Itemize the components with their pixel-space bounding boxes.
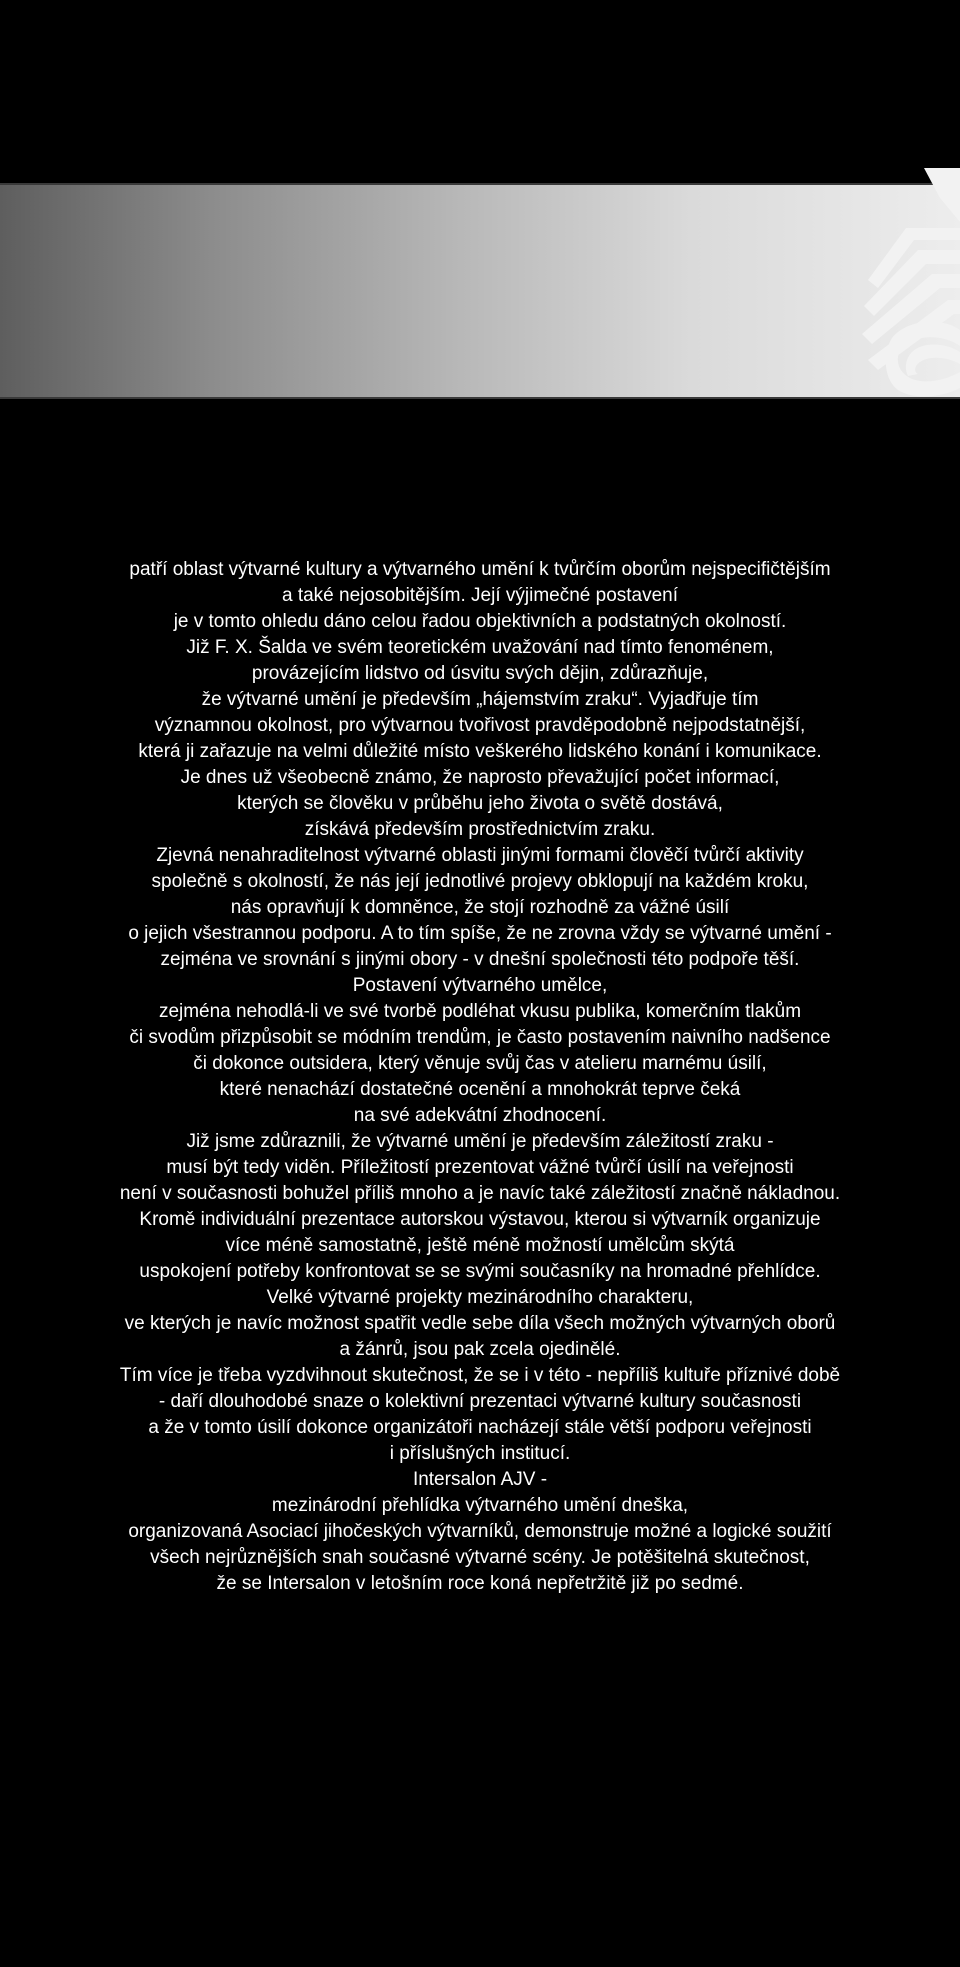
text-line: Je dnes už všeobecně známo, že naprosto převažující počet informací, xyxy=(180,767,780,788)
text-line: kterých se člověku v průběhu jeho života o světě dostává, xyxy=(237,793,723,814)
text-line: na své adekvátní zhodnocení. xyxy=(353,1105,607,1126)
text-line: mezinárodní přehlídka výtvarného umění dneška, xyxy=(271,1495,689,1516)
text-line: provázejícím lidstvo od úsvitu svých dějin, zdůrazňuje, xyxy=(251,663,709,684)
text-line: není v současnosti bohužel příliš mnoho a je navíc také záležitostí značně nákladnou. xyxy=(119,1183,841,1204)
text-line: nás opravňují k domněnce, že stojí rozhodně za vážné úsilí xyxy=(230,897,730,918)
text-line: ve kterých je navíc možnost spatřit vedle sebe díla všech možných výtvarných oborů xyxy=(124,1313,836,1334)
text-line: i příslušných institucí. xyxy=(389,1443,571,1464)
ajv-logo-graphic xyxy=(848,168,960,400)
text-line: Tím více je třeba vyzdvihnout skutečnost, že se i v této - nepříliš kultuře příznivé době xyxy=(119,1365,841,1386)
text-line: organizovaná Asociací jihočeských výtvarníků, demonstruje možné a logické soužití xyxy=(128,1521,832,1542)
ajv-logo-icon xyxy=(848,168,960,400)
text-line: či dokonce outsidera, který věnuje svůj čas v atelieru marnému úsilí, xyxy=(193,1053,767,1074)
text-line: musí být tedy viděn. Příležitostí prezentovat vážné tvůrčí úsilí na veřejnosti xyxy=(166,1157,794,1178)
text-line: že se Intersalon v letošním roce koná nepřetržitě již po sedmé. xyxy=(216,1573,744,1594)
text-line: je v tomto ohledu dáno celou řadou objektivních a podstatných okolností. xyxy=(173,611,787,632)
text-line: Postavení výtvarného umělce, xyxy=(352,975,608,996)
text-line: - daří dlouhodobé snaze o kolektivní prezentaci výtvarné kultury současnosti xyxy=(158,1391,802,1412)
banner-top-edge xyxy=(0,183,960,185)
text-line: Již F. X. Šalda ve svém teoretickém uvažování nad tímto fenoménem, xyxy=(186,637,774,658)
text-line: patří oblast výtvarné kultury a výtvarného umění k tvůrčím oborům nejspecifičtějším xyxy=(129,559,831,580)
text-line: Již jsme zdůraznili, že výtvarné umění je především záležitostí zraku - xyxy=(186,1131,774,1152)
text-line: které nenachází dostatečné ocenění a mnohokrát teprve čeká xyxy=(219,1079,741,1100)
text-line: Velké výtvarné projekty mezinárodního charakteru, xyxy=(266,1287,694,1308)
text-line: a také nejosobitějším. Její výjimečné postavení xyxy=(281,585,679,606)
text-line: o jejich všestrannou podporu. A to tím spíše, že ne zrovna vždy se výtvarné umění - xyxy=(128,923,832,944)
text-line: a žánrů, jsou pak zcela ojedinělé. xyxy=(339,1339,621,1360)
text-line: více méně samostatně, ještě méně možností umělcům skýtá xyxy=(225,1235,735,1256)
text-line: významnou okolnost, pro výtvarnou tvořivost pravděpodobně nejpodstatnější, xyxy=(154,715,806,736)
text-line: zejména nehodlá-li ve své tvorbě podléhat vkusu publika, komerčním tlakům xyxy=(158,1001,802,1022)
text-line: která ji zařazuje na velmi důležité místo veškerého lidského konání i komunikace. xyxy=(138,741,822,762)
text-line: společně s okolností, že nás její jednotlivé projevy obklopují na každém kroku, xyxy=(151,871,809,892)
text-line: získává především prostřednictvím zraku. xyxy=(304,819,656,840)
text-line: všech nejrůznějších snah současné výtvarné scény. Je potěšitelná skutečnost, xyxy=(150,1547,810,1568)
text-line: a že v tomto úsilí dokonce organizátoři nacházejí stále větší podporu veřejnosti xyxy=(148,1417,812,1438)
text-line: zejména ve srovnání s jinými obory - v dnešní společnosti této podpoře těší. xyxy=(160,949,800,970)
text-line: Kromě individuální prezentace autorskou výstavou, kterou si výtvarník organizuje xyxy=(139,1209,821,1230)
header-banner xyxy=(0,183,960,399)
text-line: že výtvarné umění je především „hájemstvím zraku“. Vyjadřuje tím xyxy=(201,689,759,710)
banner-bottom-edge xyxy=(0,397,960,399)
text-line: Intersalon AJV - xyxy=(412,1469,548,1490)
main-text xyxy=(40,557,920,1597)
text-line: či svodům přizpůsobit se módním trendům, je často postavením naivního nadšence xyxy=(129,1027,831,1048)
text-line: Zjevná nenahraditelnost výtvarné oblasti jinými formami člověčí tvůrčí aktivity xyxy=(156,845,804,866)
text-line: uspokojení potřeby konfrontovat se se svými současníky na hromadné přehlídce. xyxy=(139,1261,821,1282)
